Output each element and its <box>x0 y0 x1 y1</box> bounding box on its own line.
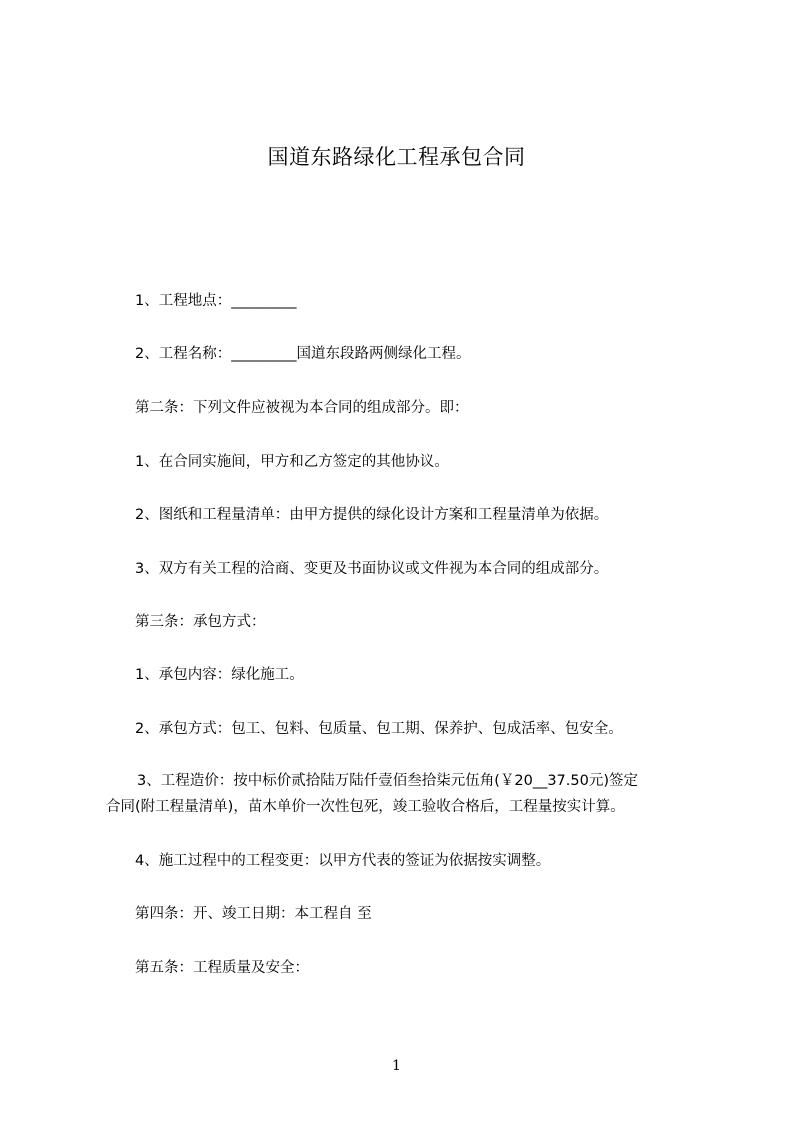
paragraph-contract-method: 2、承包方式：包工、包料、包质量、包工期、保养护、包成活率、包安全。 <box>135 721 623 737</box>
document-title: 国道东路绿化工程承包合同 <box>267 145 526 169</box>
paragraph-article-four: 第四条：开、竣工日期：本工程自 至 <box>135 906 372 922</box>
paragraph-other-agreements: 1、在合同实施间，甲方和乙方签定的其他协议。 <box>135 454 449 470</box>
paragraph-contract-content: 1、承包内容：绿化施工。 <box>135 667 304 683</box>
paragraph-project-location: 1、工程地点：_________ <box>135 293 297 309</box>
paragraph-article-five: 第五条：工程质量及安全： <box>135 960 309 976</box>
paragraph-article-three: 第三条：承包方式： <box>135 614 266 630</box>
paragraph-engineering-changes: 4、施工过程中的工程变更：以甲方代表的签证为依据按实调整。 <box>135 853 551 869</box>
paragraph-drawings: 2、图纸和工程量清单：由甲方提供的绿化设计方案和工程量清单为依据。 <box>135 507 609 523</box>
paragraph-negotiations: 3、双方有关工程的洽商、变更及书面协议或文件视为本合同的组成部分。 <box>135 561 609 577</box>
page-number: 1 <box>392 1058 401 1074</box>
paragraph-project-cost-line-1: 3、工程造价：按中标价贰拾陆万陆仟壹佰叁拾柒元伍角(￥20__37.50元)签定 <box>137 773 638 789</box>
paragraph-article-two: 第二条：下列文件应被视为本合同的组成部分。即： <box>135 400 469 416</box>
paragraph-project-name: 2、工程名称：_________国道东段路两侧绿化工程。 <box>135 346 471 362</box>
paragraph-project-cost <box>106 768 716 820</box>
paragraph-project-cost-line-2: 合同(附工程量清单)，苗木单价一次性包死，竣工验收合格后，工程量按实计算。 <box>106 799 625 815</box>
